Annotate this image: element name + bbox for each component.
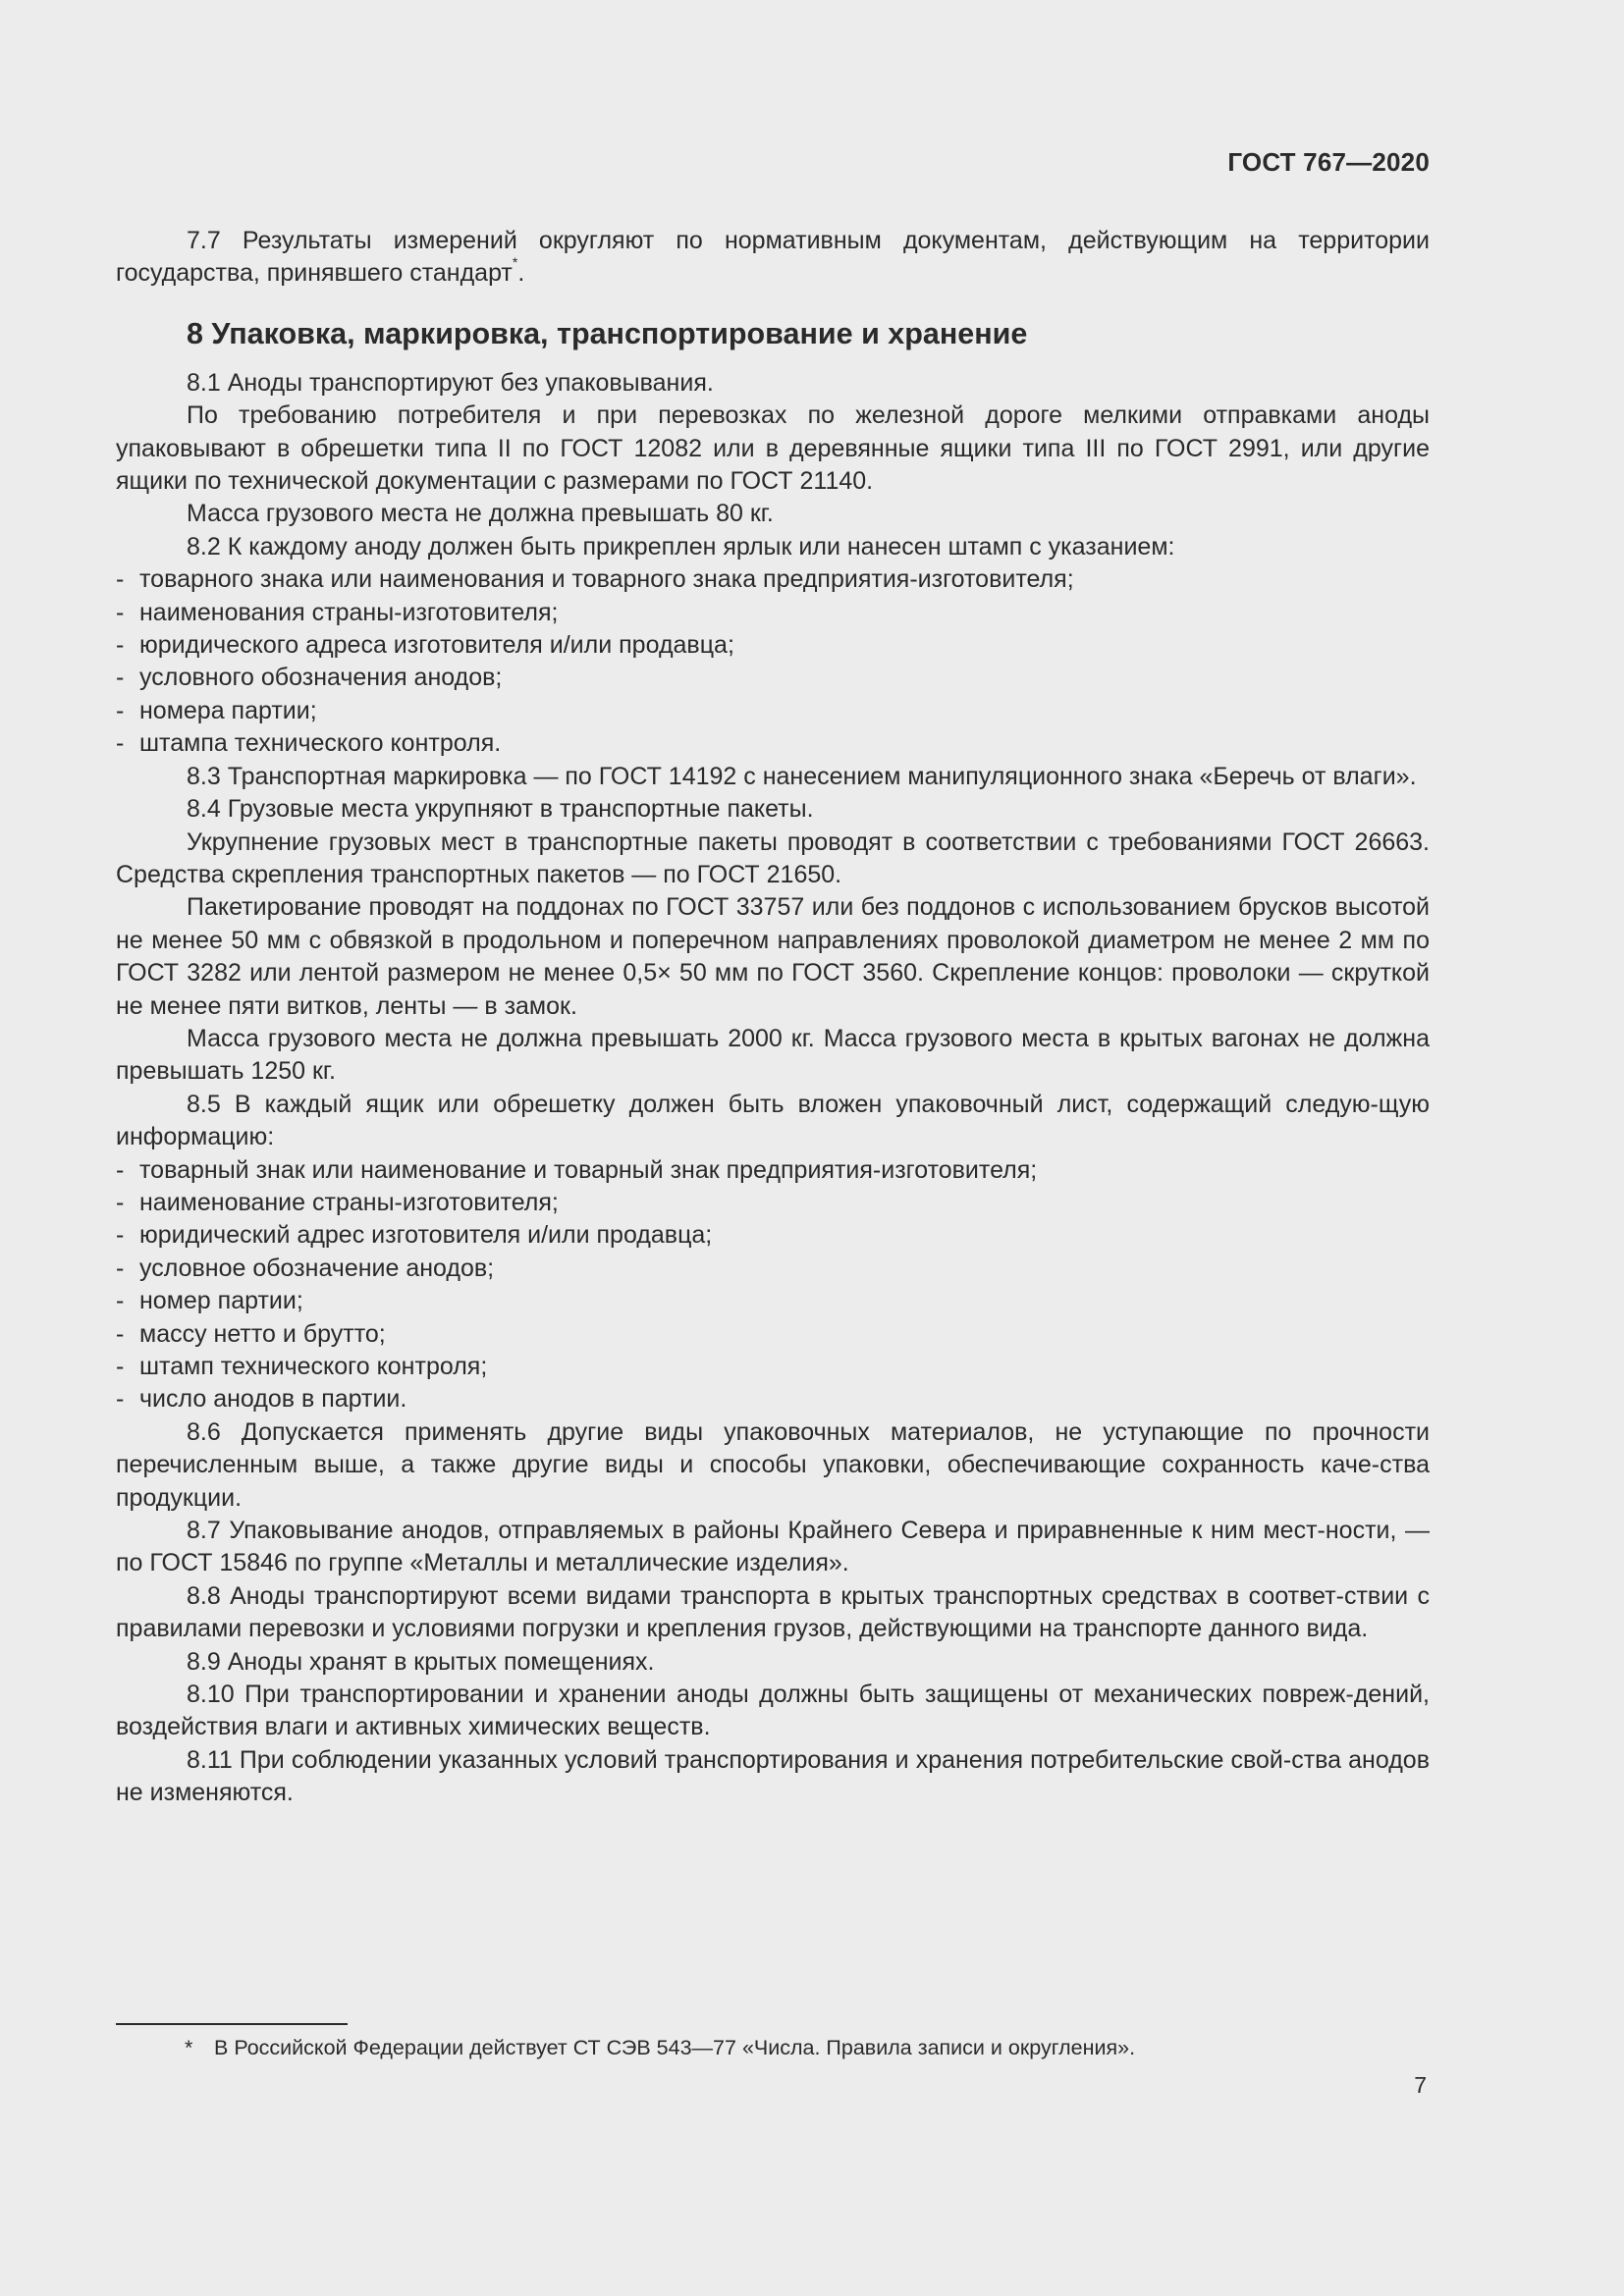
list-item: - штампа технического контроля. (116, 727, 1430, 760)
list-item: - юридического адреса изготовителя и/или продавца; (116, 629, 1430, 662)
paragraph-8-7: 8.7 Упаковывание анодов, отправляемых в районы Крайнего Севера и приравненные к ним мест-ности, — по ГОСТ 15846 по группе «Металлы и металлические изделия». (116, 1517, 1430, 1577)
paragraph-8-1-packaging: По требованию потребителя и при перевозках по железной дороге мелкими отправками аноды упаковывают в обрешетки типа II по ГОСТ 12082 или в деревянные ящики типа III по ГОСТ 2991, или другие ящики по технической документации с размерами по ГОСТ 21140. (116, 401, 1430, 496)
paragraph-8-8: 8.8 Аноды транспортируют всеми видами транспорта в крытых транспортных средствах в соответ-ствии с правилами перевозки и условиями погрузки и крепления грузов, действующими на транспорте данного вида. (116, 1581, 1430, 1643)
list-marker: - (116, 1385, 125, 1414)
paragraph-7-7 (116, 225, 1430, 291)
list-item: - условное обозначение анодов; (116, 1253, 1430, 1285)
list-item: - товарного знака или наименования и товарного знака предприятия-изготовителя; (116, 563, 1430, 596)
list-item: - штамп технического контроля; (116, 1351, 1430, 1383)
list-item: - наименование страны-изготовителя; (116, 1187, 1430, 1219)
document-code: ГОСТ 767—2020 (1227, 147, 1430, 177)
document-body (116, 225, 1430, 1810)
list-marker: - (116, 729, 125, 758)
list-item: - массу нетто и брутто; (116, 1318, 1430, 1351)
paragraph-8-10: 8.10 При транспортировании и хранении аноды должны быть защищены от механических повреж-дений, воздействия влаги и активных химических веществ. (116, 1681, 1430, 1741)
list-item: - номера партии; (116, 695, 1430, 727)
paragraph-8-4-consolidation: Укрупнение грузовых мест в транспортные пакеты проводят в соответствии с требованиями ГОСТ 26663. Средства скрепления транспортных пакетов — по ГОСТ 21650. (116, 828, 1430, 888)
list-item: - юридический адрес изготовителя и/или продавца; (116, 1219, 1430, 1252)
list-marker: - (116, 1287, 125, 1315)
list-item: - наименования страны-изготовителя; (116, 597, 1430, 629)
paragraph-8-1: 8.1 Аноды транспортируют без упаковывания. (187, 368, 714, 397)
list-item: - номер партии; (116, 1285, 1430, 1317)
list-item: - условного обозначения анодов; (116, 662, 1430, 694)
list-marker: - (116, 1353, 125, 1380)
paragraph-8-4: 8.4 Грузовые места укрупняют в транспортные пакеты. (187, 795, 814, 824)
paragraph-8-4-mass: Масса грузового места не должна превышать 2000 кг. Масса грузового места в крытых вагонах не должна превышать 1250 кг. (116, 1024, 1430, 1086)
section-8-title: 8 Упаковка, маркировка, транспортирование и хранение (187, 316, 1028, 350)
page-number: 7 (1414, 2072, 1427, 2098)
list-marker: - (116, 1221, 125, 1250)
list-marker: - (116, 565, 125, 594)
paragraph-8-4-packeting: Пакетирование проводят на поддонах по ГОСТ 33757 или без поддонов с использованием брусков высотой не менее 50 мм с обвязкой в продольном и поперечном направлениях проволокой диаметром не менее 2 мм по ГОСТ 3282 или лентой размером не менее 0,5× 50 мм по ГОСТ 3560. Скрепление концов: проволоки — скруткой не менее пяти витков, ленты — в замок. (116, 893, 1430, 1020)
paragraph-8-3: 8.3 Транспортная маркировка — по ГОСТ 14192 с нанесением манипуляционного знака «Беречь от влаги». (187, 762, 1417, 790)
list-marker: - (116, 664, 125, 692)
footnote-divider (116, 2023, 348, 2025)
list-marker: - (116, 696, 125, 724)
footnote-marker: * (185, 2036, 193, 2059)
paragraph-8-2: 8.2 К каждому аноду должен быть прикреплен ярлык или нанесен штамп с указанием: (187, 532, 1175, 561)
footnote-text: В Российской Федерации действует СТ СЭВ 543—77 «Числа. Правила записи и округления». (214, 2036, 1136, 2059)
paragraph-8-11: 8.11 При соблюдении указанных условий транспортирования и хранения потребительские свой-ства анодов не изменяются. (116, 1745, 1430, 1807)
list-marker: - (116, 1319, 125, 1348)
list-marker: - (116, 1254, 125, 1282)
footnote-reference: * (512, 254, 518, 271)
paragraph-8-5: 8.5 В каждый ящик или обрешетку должен быть вложен упаковочный лист, содержащий следую-щую информацию: (116, 1090, 1430, 1151)
list-marker: - (116, 631, 125, 660)
paragraph-8-6: 8.6 Допускается применять другие виды упаковочных материалов, не уступающие по прочности перечисленным выше, а также другие виды и способы упаковки, обеспечивающие сохранность каче-ства продукции. (116, 1417, 1430, 1512)
list-marker: - (116, 1188, 125, 1216)
footnote (185, 2034, 1135, 2061)
list-item: - товарный знак или наименование и товарный знак предприятия-изготовителя; (116, 1154, 1430, 1187)
paragraph-7-7-text: 7.7 Результаты измерений округляют по нормативным документам, действующим на территории государства, принявшего стандарт (116, 227, 1430, 288)
list-8-2 (116, 563, 1430, 760)
list-marker: - (116, 598, 125, 626)
list-marker: - (116, 1155, 125, 1184)
paragraph-7-7-end: . (517, 259, 525, 288)
list-8-5 (116, 1154, 1430, 1416)
list-item: - число анодов в партии. (116, 1383, 1430, 1415)
paragraph-8-1-mass: Масса грузового места не должна превышать 80 кг. (187, 500, 774, 528)
paragraph-8-9: 8.9 Аноды хранят в крытых помещениях. (187, 1647, 655, 1676)
